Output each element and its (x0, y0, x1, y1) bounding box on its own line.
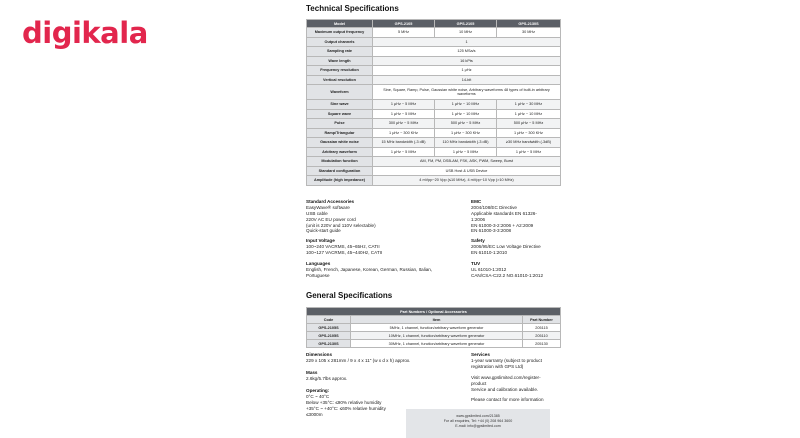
spec-value-cell: 1 μHz ~ 5 MHz (435, 147, 497, 157)
spec-row-label: Standard configuration (307, 166, 373, 176)
spec-value-cell: 4 mVpp~20 Vpp (≤10 MHz), 4 mVpp~10 Vpp (>10 MHz) (373, 176, 561, 186)
technical-specifications-table (306, 19, 561, 186)
code-column-header: Code (307, 316, 351, 324)
accessory-line: EasyWave® software (306, 204, 350, 210)
emc-line: EN 61000-3-2:2006 + A2:2009 (471, 222, 534, 228)
model-header-cell: GPS-2130S (497, 20, 561, 28)
input-voltage-heading: Input Voltage (306, 238, 335, 243)
emc (471, 199, 563, 234)
spec-value-cell: 30 MHz (497, 28, 561, 38)
services (471, 352, 563, 370)
technical-specifications-title: Technical Specifications (306, 4, 399, 13)
digikala-logo[interactable]: digikala (22, 16, 148, 50)
spec-value-cell: 5 MHz (373, 28, 435, 38)
register-product-link[interactable]: Visit www.gpslimited.com/register- (471, 375, 541, 380)
spec-value-cell: 1 μHz ~ 10 MHz (435, 100, 497, 110)
mass-line: 2.6kg/5.7lbs approx. (306, 375, 348, 381)
operating-line: 0°C ~ 40°C (306, 393, 330, 399)
general-specifications-title: General Specifications (306, 291, 393, 300)
spec-value-cell: 15 MHz bandwidth (-3 dB) (373, 138, 435, 148)
order-part-number-cell: 205130 (523, 340, 561, 348)
tuv-heading: TUV (471, 261, 481, 266)
operating-heading: Operating: (306, 388, 330, 393)
spec-value-cell: 1 μHz ~ 300 KHz (435, 128, 497, 138)
spec-row-label: Waveform (307, 85, 373, 100)
order-part-number-cell: 205115 (523, 324, 561, 332)
spec-row-label: Amplitude (high impedance) (307, 176, 373, 186)
spec-value-cell: 10 MHz (435, 28, 497, 38)
input-voltage (306, 238, 466, 256)
spec-value-cell: 1 μHz (373, 66, 561, 76)
order-item-cell: 10MHz, 1 channel, function/arbitrary waveform generator (351, 332, 523, 340)
spec-value-cell: 1 μHz ~ 300 KHz (497, 128, 561, 138)
part-numbers-table (306, 307, 561, 348)
accessory-line: Quick-start guide (306, 228, 341, 234)
spec-value-cell: 14-bit (373, 75, 561, 85)
services-heading: Services (471, 352, 490, 357)
tuv (471, 261, 571, 279)
order-item-cell: 5MHz, 1 channel, function/arbitrary waveform generator (351, 324, 523, 332)
dimensions (306, 352, 466, 364)
standard-accessories (306, 199, 466, 234)
spec-value-cell: 1 μHz ~ 5 MHz (373, 147, 435, 157)
safety-line: 2006/95/EC Low Voltage Directive (471, 243, 541, 249)
spec-value-cell: 500 μHz ~ 5 MHz (497, 119, 561, 129)
spec-row-label: Vertical resolution (307, 75, 373, 85)
spec-value-cell: 125 MSa/s (373, 47, 561, 57)
spec-value-cell: 1 (373, 37, 561, 47)
spec-row-label: Maximum output frequency (307, 28, 373, 38)
spec-value-cell: 1 μHz ~ 5 MHz (497, 147, 561, 157)
spec-value-cell: 1 μHz ~ 5 MHz (373, 100, 435, 110)
spec-value-cell: 110 MHz bandwidth (-3 dB) (435, 138, 497, 148)
safety-line: EN 61010-1:2010 (471, 249, 508, 255)
mass (306, 370, 466, 382)
part-numbers-title: Part Numbers / Optional Accessories (307, 308, 561, 316)
emc-line: Applicable standards EN 61326- (471, 210, 537, 216)
contact-website-link[interactable]: www.gpslimited.com/21385 (456, 414, 500, 418)
mass-heading: Mass (306, 370, 318, 375)
spec-row-label: Modulation function (307, 157, 373, 167)
spec-value-cell: 1 μHz ~ 10 MHz (435, 109, 497, 119)
spec-row-label: Pulse (307, 119, 373, 129)
order-code-cell: GPS-2105S (307, 332, 351, 340)
emc-line: 2004/108/EC Directive (471, 204, 517, 210)
safety-heading: Safety (471, 238, 485, 243)
operating-line: +35°C ~ +40°C: ≤60% relative humidity (306, 405, 386, 411)
languages-line: Portuguese (306, 272, 330, 278)
item-column-header: Item (351, 316, 523, 324)
spec-value-cell: 1 μHz ~ 30 MHz (497, 100, 561, 110)
spec-row-label: Ramp/Triangular (307, 128, 373, 138)
safety (471, 238, 563, 256)
emc-line: EN 61000-3-3:2008 (471, 228, 512, 234)
spec-value-cell: 1 μHz ~ 10 MHz (497, 109, 561, 119)
emc-line: 1:2006 (471, 216, 486, 222)
input-voltage-line: 100~127 VACRMS, 45~440Hz, CATII (306, 249, 383, 255)
model-header-cell: GPS-2105 (435, 20, 497, 28)
accessory-line: USB cable (306, 210, 328, 216)
tuv-line: UL 61010-1:2012 (471, 266, 507, 272)
input-voltage-line: 100~240 VACRMS, 45~65Hz, CATII (306, 243, 380, 249)
spec-value-cell: AM, FM, PM, DSB-AM, FSK, ASK, PWM, Sweep, Burst (373, 157, 561, 167)
part-number-column-header: Part Number (523, 316, 561, 324)
order-code-cell: GPS-2105S (307, 324, 351, 332)
spec-row-label: Arbitrary waveform (307, 147, 373, 157)
services-line: 1-year warranty (subject to product (471, 357, 542, 363)
spec-value-cell: USB Host & USB Device (373, 166, 561, 176)
emc-heading: EMC (471, 199, 482, 204)
spec-row-label: Output channels (307, 37, 373, 47)
order-part-number-cell: 205110 (523, 332, 561, 340)
contact-box (406, 409, 550, 438)
spec-row-label: Square wave (307, 109, 373, 119)
contact-note: Please contact for more information (471, 397, 544, 402)
tuv-line: CAN/CSA-C22.2 NO.61010-1:2012 (471, 272, 544, 278)
operating-line: ≤3000m (306, 411, 323, 417)
standard-accessories-heading: Standard Accessories (306, 199, 355, 204)
spec-value-cell: ≥30 MHz bandwidth (-3dB) (497, 138, 561, 148)
spec-row-label: Wave length (307, 56, 373, 66)
spec-value-cell: Sine, Square, Ramp, Pulse, Gaussian white noise, Arbitrary waveforms 48 types of built-in arbitrary waveforms (373, 85, 561, 100)
services-line: registration with GPS Ltd) (471, 363, 524, 369)
spec-row-label: Frequency resolution (307, 66, 373, 76)
spec-value-cell: 500 μHz ~ 5 MHz (435, 119, 497, 129)
model-column-header: Model (307, 20, 373, 28)
languages (306, 261, 466, 279)
languages-line: English, French, Japanese, Korean, German, Russian, Italian, (306, 266, 433, 272)
spec-row-label: Sine wave (307, 100, 373, 110)
accessory-line: (unit is 220V and 110V selectable) (306, 222, 376, 228)
dimensions-line: 229 x 105 x 281mm / 9 x 4 x 11" (w x d x h) approx. (306, 357, 411, 363)
register-product-link-cont[interactable]: product (471, 380, 487, 386)
spec-row-label: Sampling rate (307, 47, 373, 57)
spec-value-cell: 16 kPts (373, 56, 561, 66)
dimensions-heading: Dimensions (306, 352, 333, 357)
spec-value-cell: 1 μHz ~ 5 MHz (373, 109, 435, 119)
order-item-cell: 30MHz, 1 channel, function/arbitrary waveform generator (351, 340, 523, 348)
contact-email-link[interactable]: E-mail: info@gpslimited.com (455, 424, 501, 429)
spec-value-cell: 1 μHz ~ 300 KHz (373, 128, 435, 138)
service-line: Service and calibration available. (471, 386, 539, 392)
spec-value-cell: 300 μHz ~ 5 MHz (373, 119, 435, 129)
accessory-line: 220V AC EU power cord (306, 216, 356, 222)
contact-phone: For all enquiries, Tel: +44 (0) 208 964 3600 (443, 419, 513, 424)
order-code-cell: GPS-2130S (307, 340, 351, 348)
model-header-cell: GPS-2105 (373, 20, 435, 28)
operating-line: Below +35°C: ≤90% relative humidity (306, 399, 382, 405)
visit-info (471, 375, 563, 393)
spec-row-label: Gaussian white noise (307, 138, 373, 148)
languages-heading: Languages (306, 261, 331, 266)
